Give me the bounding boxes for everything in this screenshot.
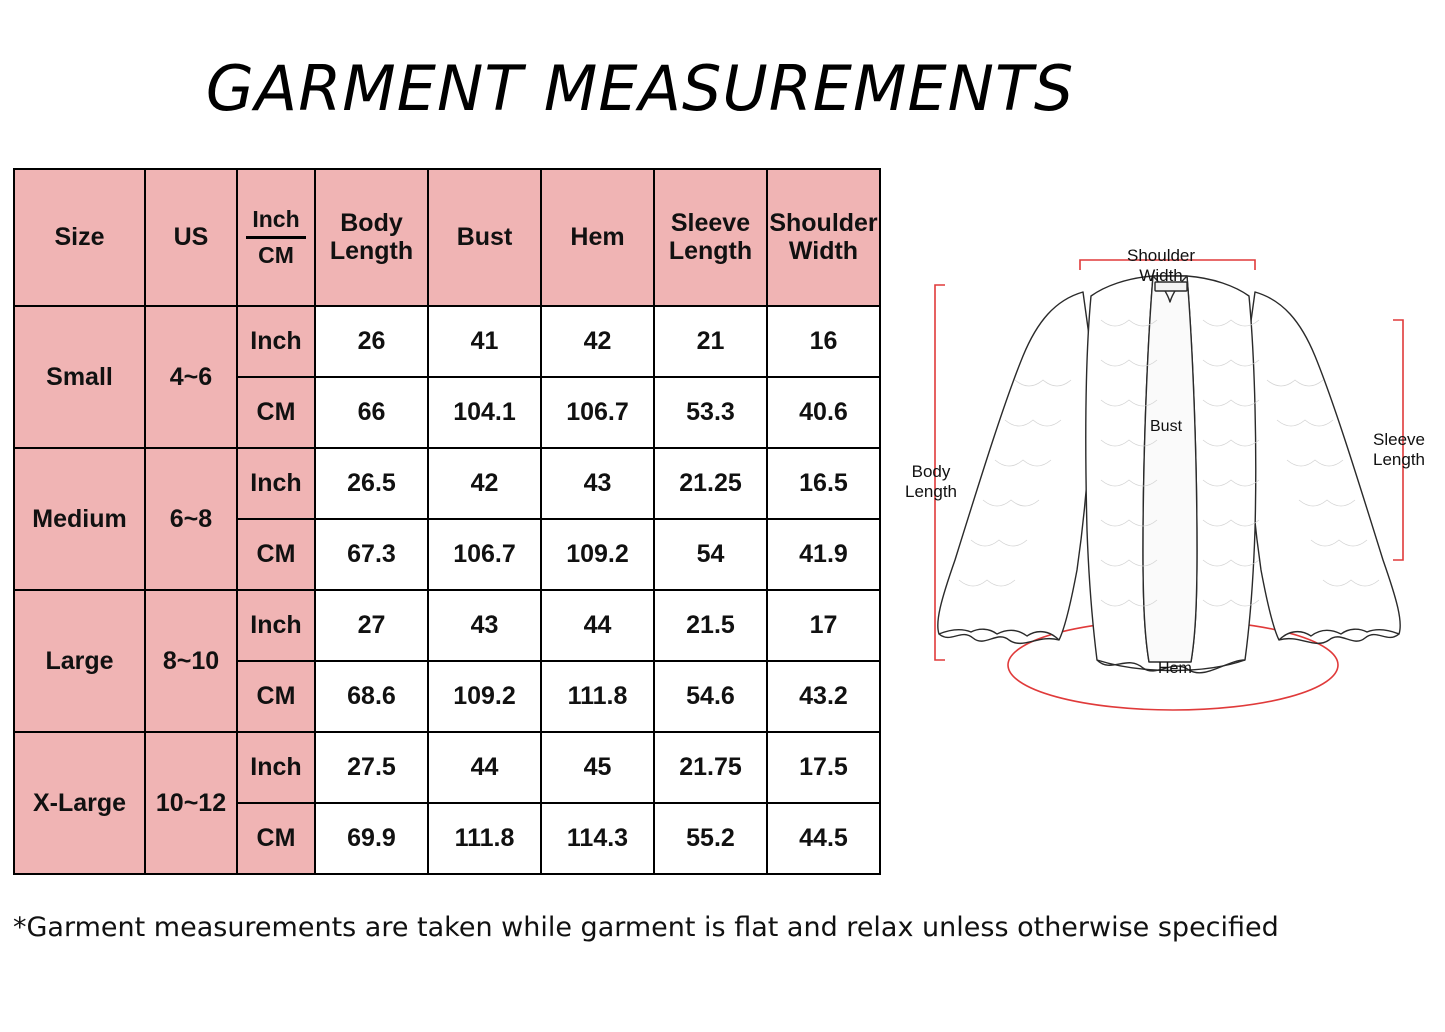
cell-sleeve-length: 21.75 [654,732,767,803]
cell-hem: 45 [541,732,654,803]
cell-body-length: 27.5 [315,732,428,803]
row-unit-inch: Inch [237,732,315,803]
footnote: *Garment measurements are taken while garment is flat and relax unless otherwise specified [13,912,1279,943]
cardigan-outline [938,276,1400,673]
header-body-length: Body Length [315,169,428,306]
row-unit-cm: CM [237,661,315,732]
diagram-label-hem: Hem [1158,660,1192,677]
cell-body-length: 26 [315,306,428,377]
cell-hem: 114.3 [541,803,654,874]
header-bust: Bust [428,169,541,306]
cell-bust: 42 [428,448,541,519]
diagram-label-shoulder-width [1127,246,1195,285]
cell-body-length: 66 [315,377,428,448]
cell-sleeve-length: 53.3 [654,377,767,448]
cell-sleeve-length: 55.2 [654,803,767,874]
cell-shoulder-width: 41.9 [767,519,880,590]
row-size-label: Medium [14,448,145,590]
cell-shoulder-width: 44.5 [767,803,880,874]
header-sleeve-length: Sleeve Length [654,169,767,306]
garment-diagram [905,230,1435,750]
shoulder-width-line-2: Width [1139,265,1183,285]
cell-bust: 44 [428,732,541,803]
header-unit [237,169,315,306]
row-size-label: Small [14,306,145,448]
cell-hem: 44 [541,590,654,661]
row-us-label: 8~10 [145,590,237,732]
cell-body-length: 67.3 [315,519,428,590]
cell-hem: 42 [541,306,654,377]
table-row [14,732,880,803]
table-row [14,590,880,661]
cell-sleeve-length: 21.5 [654,590,767,661]
cell-bust: 106.7 [428,519,541,590]
cell-bust: 109.2 [428,661,541,732]
cell-body-length: 68.6 [315,661,428,732]
cell-sleeve-length: 21 [654,306,767,377]
row-unit-cm: CM [237,803,315,874]
cell-bust: 43 [428,590,541,661]
row-unit-inch: Inch [237,306,315,377]
body-length-line-1: Body [911,462,951,481]
garment-measurements-table [13,168,881,875]
diagram-label-body-length [905,462,957,501]
cell-sleeve-length: 54 [654,519,767,590]
cell-bust: 41 [428,306,541,377]
header-shoulder-width: Shoulder Width [767,169,880,306]
cell-bust: 104.1 [428,377,541,448]
table-row [14,448,880,519]
cell-shoulder-width: 43.2 [767,661,880,732]
cell-sleeve-length: 21.25 [654,448,767,519]
diagram-label-bust: Bust [1150,418,1183,435]
cell-bust: 111.8 [428,803,541,874]
row-unit-cm: CM [237,377,315,448]
cell-shoulder-width: 17 [767,590,880,661]
header-hem: Hem [541,169,654,306]
row-us-label: 6~8 [145,448,237,590]
cell-shoulder-width: 16.5 [767,448,880,519]
table-row [14,306,880,377]
row-us-label: 4~6 [145,306,237,448]
row-us-label: 10~12 [145,732,237,874]
cell-hem: 43 [541,448,654,519]
cell-shoulder-width: 40.6 [767,377,880,448]
cell-body-length: 69.9 [315,803,428,874]
cell-shoulder-width: 17.5 [767,732,880,803]
row-unit-inch: Inch [237,448,315,519]
cell-hem: 106.7 [541,377,654,448]
cell-sleeve-length: 54.6 [654,661,767,732]
body-length-line-2: Length [905,481,957,501]
cell-body-length: 27 [315,590,428,661]
header-unit-cm: CM [258,242,294,268]
sleeve-length-line-1: Sleeve [1373,430,1425,449]
sleeve-length-line-2: Length [1373,449,1425,469]
diagram-label-sleeve-length [1373,430,1425,469]
cell-hem: 111.8 [541,661,654,732]
cell-body-length: 26.5 [315,448,428,519]
cell-shoulder-width: 16 [767,306,880,377]
header-unit-inch: Inch [246,204,305,239]
header-size: Size [14,169,145,306]
table-header-row [14,169,880,306]
row-size-label: X-Large [14,732,145,874]
row-unit-cm: CM [237,519,315,590]
row-unit-inch: Inch [237,590,315,661]
cell-hem: 109.2 [541,519,654,590]
page-title: GARMENT MEASUREMENTS [205,52,1075,125]
shoulder-width-line-1: Shoulder [1127,246,1196,265]
header-us: US [145,169,237,306]
row-size-label: Large [14,590,145,732]
